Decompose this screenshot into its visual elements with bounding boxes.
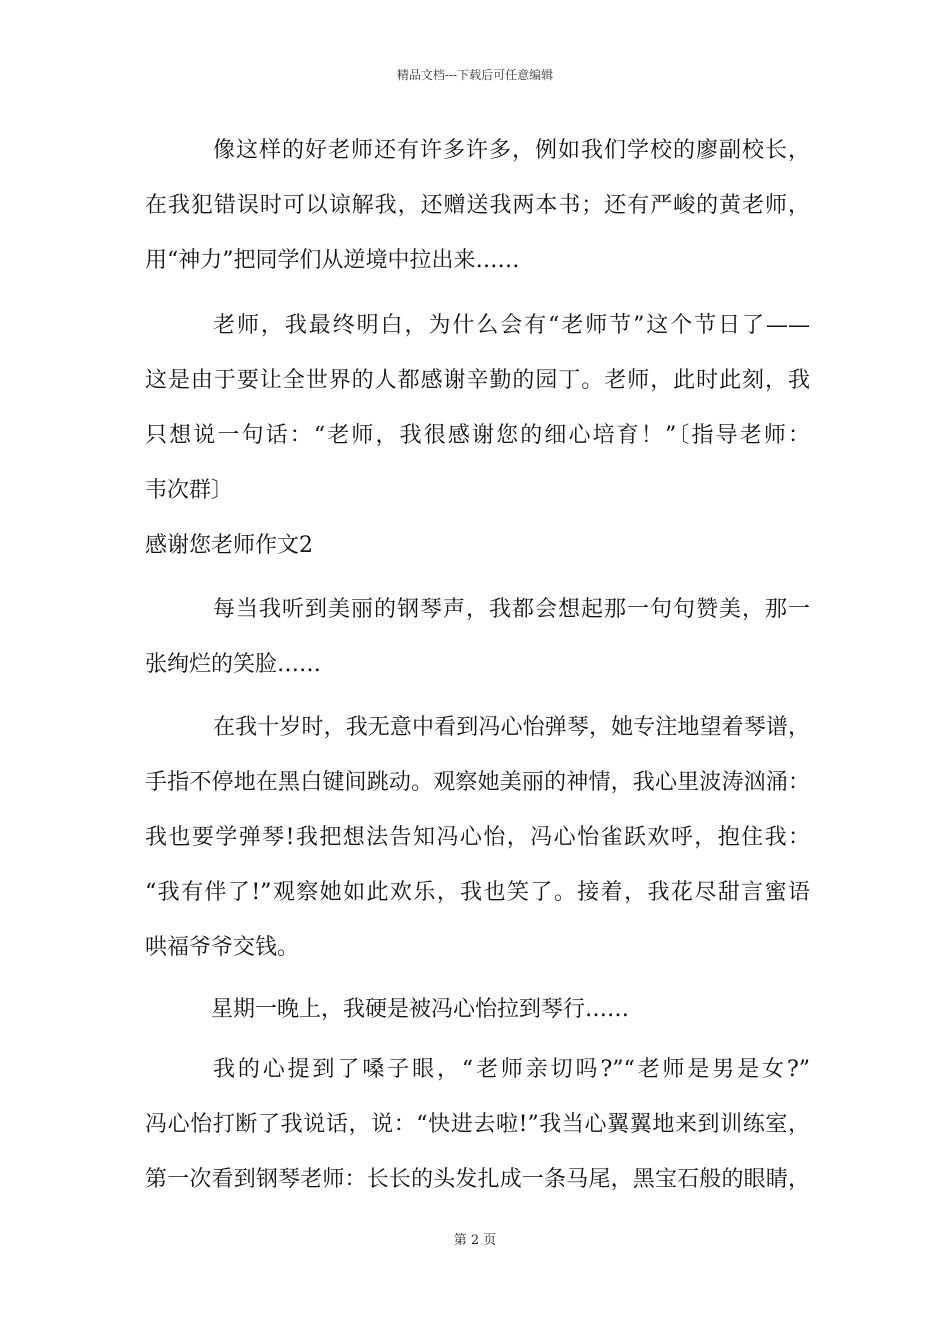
text-line: 张绚烂的笑脸…… (145, 652, 322, 677)
text-line: 只想说一句话：“老师，我很感谢您的细心培育！”〔指导老师： (145, 423, 810, 448)
text-line: 老师，我最终明白，为什么会有“老师节”这个节日了—— (213, 313, 810, 338)
page-footer: 第 2 页 (453, 1233, 497, 1248)
text-line: 在我十岁时，我无意中看到冯心怡弹琴，她专注地望着琴谱， (213, 715, 810, 740)
text-line: 我也要学弹琴!我把想法告知冯心怡，冯心怡雀跃欢呼，抱住我： (145, 825, 810, 850)
page-header: 精品文档---下载后可任意编辑 (396, 68, 554, 82)
text-line: 冯心怡打断了我说话，说：“快进去啦!”我当心翼翼地来到训练室， (145, 1112, 810, 1137)
text-line: 这是由于要让全世界的人都感谢辛勤的园丁。老师，此时此刻，我 (145, 368, 810, 393)
text-line: 在我犯错误时可以谅解我，还赠送我两本书；还有严峻的黄老师， (145, 193, 810, 218)
text-line: 星期一晚上，我硬是被冯心怡拉到琴行…… (211, 997, 630, 1022)
text-line: 像这样的好老师还有许多许多，例如我们学校的廖副校长， (213, 138, 810, 163)
text-line: 用“神力”把同学们从逆境中拉出来…… (145, 248, 520, 273)
text-line: 第一次看到钢琴老师：长长的头发扎成一条马尾，黑宝石般的眼睛， (145, 1167, 810, 1192)
section-title: 感谢您老师作文2 (145, 533, 313, 558)
text-line: 我的心提到了嗓子眼，“老师亲切吗?”“老师是男是女?” (213, 1057, 810, 1082)
text-line: 哄福爷爷交钱。 (145, 935, 300, 960)
text-line: 每当我听到美丽的钢琴声，我都会想起那一句句赞美，那一 (213, 597, 810, 622)
text-line: 手指不停地在黑白键间跳动。观察她美丽的神情，我心里波涛汹涌： (145, 770, 810, 795)
text-line: 韦次群〕 (145, 478, 234, 503)
text-line: “我有伴了!”观察她如此欢乐，我也笑了。接着，我花尽甜言蜜语 (145, 880, 810, 905)
